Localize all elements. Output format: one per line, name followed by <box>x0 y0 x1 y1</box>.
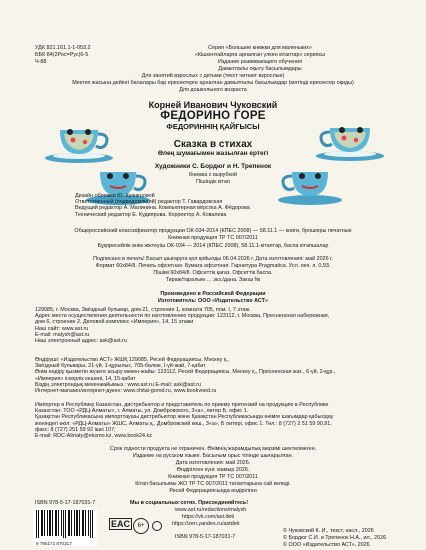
series-line: Дамытпалы оқыту басылымдары <box>218 66 302 72</box>
validity-line: Өндірілген күні: мамыр 2026. <box>176 467 250 473</box>
social-heading: Мы в социальных сетях. Присоединяйтесь! <box>130 500 249 506</box>
classifier-line: Книжная продукция ТР ТС 007/2011 <box>168 235 258 241</box>
copyright-line: © ООО «Издательство АСТ», 2026 <box>283 542 370 548</box>
series-line: Мектеп жасына дейінгі балалары бар ересектерге арналған дамытпалы басылымдар (мәтінді ересектер оқиды) <box>72 80 354 86</box>
social-link[interactable]: www.ast.ru/redactions/malysh <box>175 507 247 513</box>
artists: Художники С. Бордюг и Н. Трепенок <box>154 163 272 170</box>
copyright-line: © Бордюг С.И. и Трепенок Н.А., ил., 2026 <box>283 535 387 541</box>
credit-line: Дизайн обложки Ю. Кузнецовой <box>75 193 155 199</box>
validity-line: Срок годности продукта не ограничен. Өнімнің жарамдылық мерзімі шектелмеген. <box>109 446 317 452</box>
author-mark: Ч-88 <box>35 59 47 65</box>
kz-line: Біздің электрондық мекенжайымыз : www.ast.ru E-mail: ask@ast.ru <box>35 381 202 388</box>
validity-line: Книжная продукция ТР ТС 007/2011 <box>168 474 258 480</box>
kz-line: «Империя» іскерлік кешені, 14, 15-қабат <box>35 375 136 382</box>
print-info-line: Пішімі 60х84/8. Офсеттік қағаз. Офсеттік баспа. <box>153 270 273 276</box>
series-line: Для дошкольного возраста <box>179 87 247 93</box>
kz-line: Звёздный бульвары, 21-үй, 1-құрылыс, 705-бөлме, I-үй-жай, 7-қабат <box>35 363 206 370</box>
book-format-kz: Пішіндік кітап <box>196 179 230 185</box>
importer-line: E-mail: RDC-Almaty@eksmo.kz, www.book24.kz <box>35 433 152 440</box>
validity-line: Дата изготовления: май 2026. <box>175 460 251 466</box>
manufacturer-line: E-mail: malysh@ast.ru <box>35 331 90 338</box>
isbn-text: ISBN 978-5-17-187031-7 <box>175 534 236 540</box>
series-line: Для занятий взрослых с детьми (текст читают взрослые) <box>141 73 285 79</box>
manufacturer-line: Наш сайт: www.ast.ru <box>35 325 89 332</box>
series-line: «Кішкентайларға арналған үлкен кітаптар» сериясы <box>194 52 326 58</box>
series-line: Издание развивающего обучения <box>217 59 303 65</box>
kz-line: Өндіруші: «Издательство АСТ» ЖШҚ 129085, Ресей Федерациясы, Мәскеу қ., <box>35 357 230 363</box>
author-name: Корней Иванович Чуковский <box>148 100 278 110</box>
age-rating: 6+ <box>133 518 149 534</box>
validity-line: Издание на русском языке. Басылым орыс тілінде шығарылған. <box>132 453 294 459</box>
credit-line: Технический редактор Е. Кудиярова. Корректор А. Ковалева <box>75 211 227 218</box>
manufacturer-block <box>35 307 405 344</box>
manufacturer-line: дом 6, строение 2. Деловой комплекс «Империя», 14, 15 этажи <box>35 319 194 326</box>
validity-line: Кітап басылымы ЖО ТР ТС 007/2011 талаптарына сай келеді. <box>135 481 291 487</box>
social-link[interactable]: https://zen.yandex.ru/astdeti <box>172 521 240 527</box>
print-info-line: Тираж/таралым … экз./дана. Заказ № <box>165 277 261 283</box>
udk-code: УДК 821.161.1-1-053.2 <box>35 45 91 51</box>
book-subtitle-kz: Өлең шумағымен жазылған ертегі <box>157 150 269 157</box>
importer-line: факс: 8 (727) 251 59 92 ішкі 107; <box>35 426 116 433</box>
book-title: ФЕДОРИНО ГОРЕ <box>160 110 266 122</box>
credit-line: Ведущий редактор А. Малинина. Компьютерная вёрстка А. Фёдорова <box>75 205 250 212</box>
manufacturer-line: 129085, г. Москва, Звёздный бульвар, дом 21, строение 1, комната 705, пом. I, 7 этаж. <box>35 307 251 313</box>
book-subtitle: Сказка в стихах <box>173 139 253 150</box>
importer-line: Казахстан: ТОО «РДЦ-Алматы», г. Алматы, ул. Домбровского, 3«а», литер Б, офис 1. <box>35 408 249 415</box>
kz-line: Өнім өндіру қызметін жүзеге асыру мекен-жайы: 123112, Ресей Федерациясы, Мәскеу қ., Пресненская жағ., 6-үй, 2-құр., <box>35 369 336 376</box>
manufacturer-name: Изготовитель: ООО «Издательство АСТ» <box>158 298 268 304</box>
validity-line: Ресей Федерациясында өндірілген <box>169 488 257 494</box>
manufacturer-line: Адрес места осуществления деятельности по изготовлению продукции: 123112, г. Москва, Пресненская набережная, <box>35 313 330 320</box>
credit-line: Ответственный (подведомящий) редактор Т. Гавардовская <box>75 199 223 206</box>
manufacturer-line: Наш электронный адрес: ask@ast.ru <box>35 338 127 345</box>
print-info-line: Формат 60х84/8. Печать офсетная. Бумага офсетная. Гарнитура Pragmatica. Усл. печ. л. 0,93. <box>95 263 331 269</box>
eac-mark: EAC <box>111 519 131 529</box>
print-info-line: Подписано в печать! Басып шығаруға қол қойылды 06.04.2026 г. Дата изготовления: май 2026 г. <box>93 256 333 262</box>
classifier-line: Общероссийский классификатор продукции ОК-034-2014 (КПЕС 2008) — 58.11.1 — книги, брошюры печатные <box>74 228 352 234</box>
kz-manufacturer-block <box>35 357 405 394</box>
book-format: Книжка с вырубкой <box>189 172 237 178</box>
recycle-icon <box>152 521 162 531</box>
importer-line: Импортер в Республику Казахстан, дистрибьютор и представитель по приему претензий на продукцию в Республике <box>35 402 329 408</box>
importer-block <box>35 402 405 439</box>
copyright-line: © Чуковский К. И., текст, насл., 2026 <box>283 528 374 534</box>
credits-block <box>75 193 426 218</box>
barcode-digits: 9 785171 870317 <box>36 541 72 546</box>
barcode-isbn-caption: ISBN 978-5-17-187031-7 <box>35 500 96 506</box>
made-in: Произведено в Российской Федерации <box>160 291 266 297</box>
importer-line: жөніндегі өкіл: «РДЦ-Алматы» ЖШС, Алматы қ., Домбровский көш., 3«а», Б литері, офис 1. Тел.: 8 (727) 2 51 59 90,91, <box>35 420 332 427</box>
importer-line: Қазақстан Республикасына импорттаушы дистрибьютор және Қазақстан Республикасында өнімге шағымдар қабылдау <box>35 414 334 421</box>
bbk-code: ББК 84(2Рос=Рус)6-5 <box>35 52 89 58</box>
kz-line: Интернет-магазин/интернет-дүкен: www.chitai-gorod.ru, www.bookvoed.ru <box>35 388 217 395</box>
social-link[interactable]: https://vk.com/ast.deti <box>182 514 235 520</box>
series-line: Серия «Большие книжки для маленьких» <box>208 45 312 51</box>
classifier-line: Бұқпресейлік өнім жіктеуіш ОК-034 — 2014 (КПЕС 2008), 58.11.1-кітаптар, баспа кітапшалар <box>97 243 329 249</box>
book-title-kz: ФЕДОРИННІҢ ҚАЙҒЫСЫ <box>166 122 260 131</box>
